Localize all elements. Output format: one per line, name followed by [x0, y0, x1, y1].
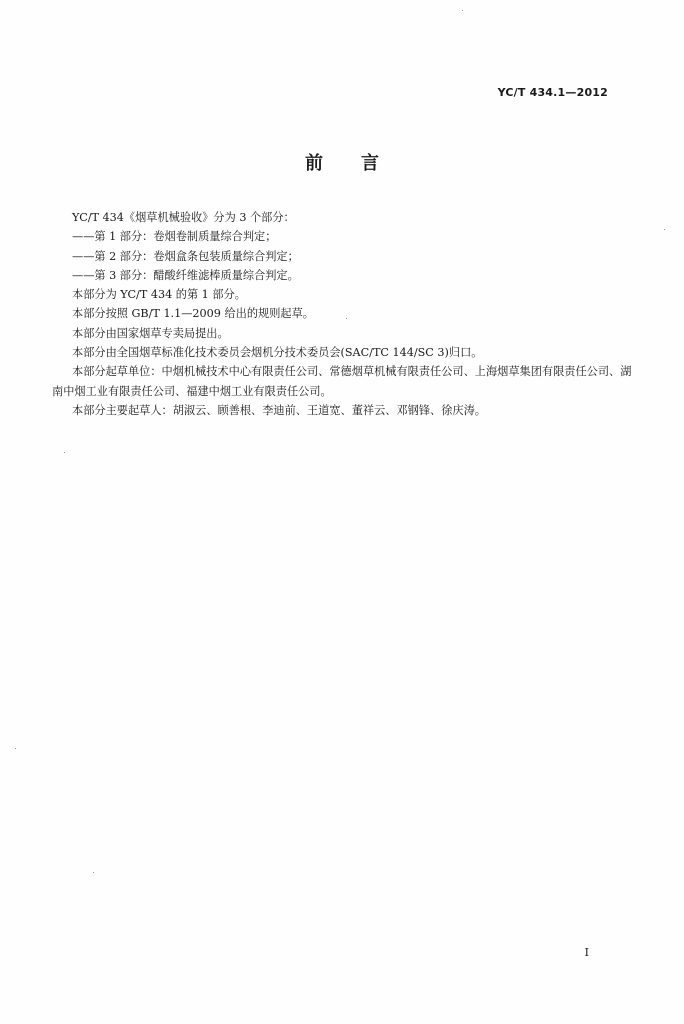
paragraph-drafting-units: 本部分起草单位：中烟机械技术中心有限责任公司、常德烟草机械有限责任公司、上海烟草集团有限责任公司、湖南中烟工业有限责任公司、福建中烟工业有限责任公司。 [52, 365, 632, 398]
page-title: 前言 [305, 153, 417, 174]
paragraph-centralized-by: 本部分由全国烟草标准化技术委员会烟机分技术委员会(SAC/TC 144/SC 3)归口。 [72, 346, 483, 360]
scan-speck [15, 748, 16, 749]
paragraph-drafting-rules: 本部分按照 GB/T 1.1—2009 给出的规则起草。 [72, 307, 314, 321]
paragraph-this-part: 本部分为 YC/T 434 的第 1 部分。 [72, 288, 246, 302]
foreword-body [52, 208, 632, 420]
paragraph-main-drafters: 本部分主要起草人：胡淑云、顾善根、李迪前、王道宽、董祥云、邓钢锋、徐庆涛。 [72, 403, 486, 417]
scan-speck [64, 452, 65, 453]
scan-speck [93, 872, 94, 873]
scan-speck [664, 229, 665, 230]
page-number: I [584, 946, 589, 959]
standard-code: YC/T 434.1—2012 [497, 86, 608, 99]
scan-speck [462, 10, 463, 11]
scan-speck [346, 318, 347, 319]
list-item-part-2: ——第 2 部分：卷烟盒条包装质量综合判定； [72, 249, 299, 263]
list-item-part-3: ——第 3 部分：醋酸纤维滤棒质量综合判定。 [72, 268, 299, 282]
paragraph-series-intro: YC/T 434《烟草机械验收》分为 3 个部分： [72, 211, 295, 224]
paragraph-proposed-by: 本部分由国家烟草专卖局提出。 [72, 326, 229, 340]
list-item-part-1: ——第 1 部分：卷烟卷制质量综合判定； [72, 230, 277, 244]
